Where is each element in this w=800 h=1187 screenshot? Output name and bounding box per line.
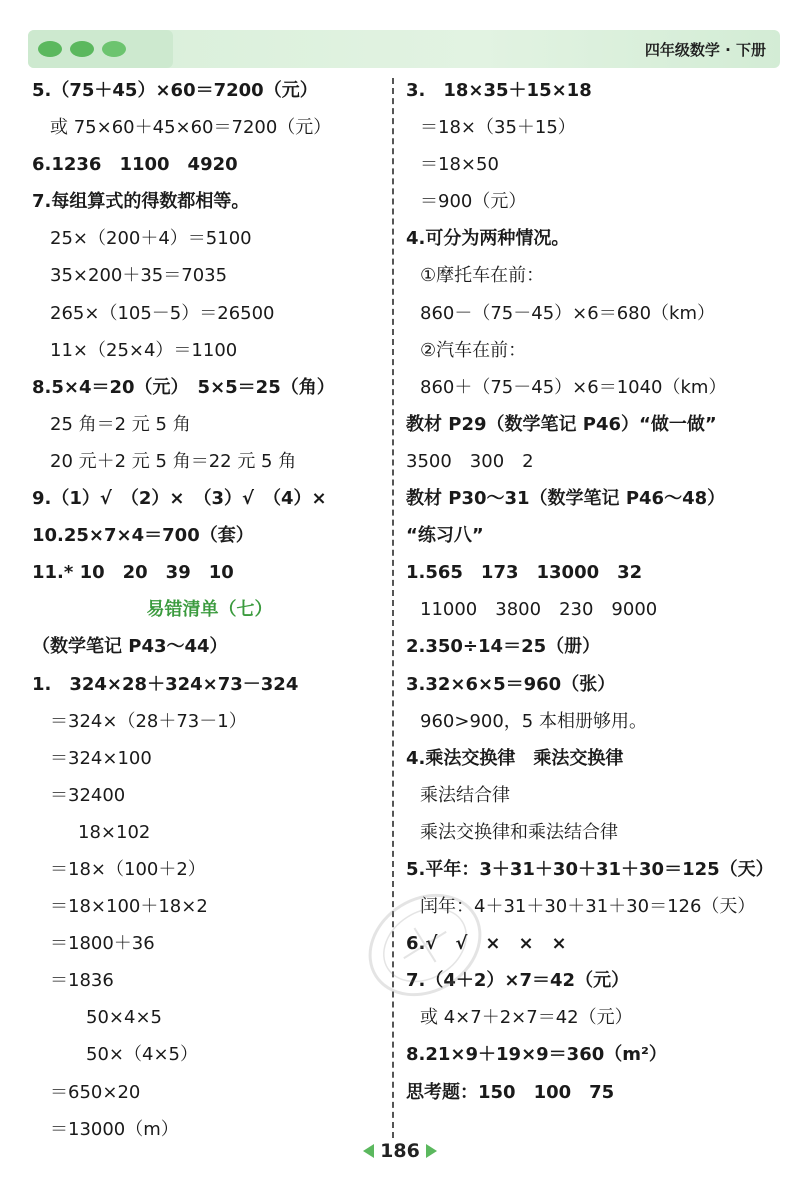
answer-line: ＝32400 [50, 784, 126, 806]
answer-line: 960>900，5 本相册够用。 [420, 710, 647, 732]
answer-line: 50×4×5 [86, 1007, 162, 1029]
answer-line: ＝324×（28＋73－1） [50, 710, 247, 732]
answer-line: 1.565 173 13000 32 [406, 562, 643, 584]
answer-line: 3500 300 2 [406, 450, 534, 472]
answer-line: ＝18×100＋18×2 [50, 896, 208, 918]
section-source: 教材 P29（数学笔记 P46）“做一做” [406, 413, 717, 435]
answer-line: 1. 324×28＋324×73－324 [32, 673, 299, 695]
section-source: （数学笔记 P43～44） [32, 636, 228, 658]
answer-line: 5.平年：3＋31＋30＋31＋30＝125（天） [406, 858, 774, 880]
answer-line: 50×（4×5） [86, 1044, 198, 1066]
page-footer [0, 1140, 800, 1170]
answer-line: 乘法结合律 [420, 784, 510, 806]
answer-line: 8.21×9＋19×9＝360（m²） [406, 1044, 667, 1066]
answer-line: 2.350÷14＝25（册） [406, 636, 601, 658]
answer-line: 18×102 [78, 821, 151, 843]
answer-line: 4.乘法交换律 乘法交换律 [406, 747, 624, 769]
header-dots-panel [28, 30, 173, 68]
section-source: 教材 P30～31（数学笔记 P46～48） [406, 488, 726, 510]
triangle-right-icon [426, 1144, 437, 1158]
answer-line: 闰年：4＋31＋30＋31＋30＝126（天） [420, 896, 756, 918]
section-source: “练习八” [406, 525, 484, 547]
answer-line: 25×（200＋4）＝5100 [50, 228, 252, 250]
answer-line: 11×（25×4）＝1100 [50, 339, 238, 361]
answer-line: ＝1800＋36 [50, 933, 155, 955]
answer-line: 20 元＋2 元 5 角＝22 元 5 角 [50, 450, 297, 472]
answer-line: 11000 3800 230 9000 [420, 599, 658, 621]
answer-line: 860－（75－45）×6＝680（km） [420, 302, 716, 324]
answer-line: ＝18×（100＋2） [50, 858, 206, 880]
answer-line: 6.√ √ × × × [406, 933, 567, 955]
section-heading: 易错清单（七） [146, 599, 273, 621]
answer-line: 9.（1）√ （2）× （3）√ （4）× [32, 488, 327, 510]
answer-line: ②汽车在前： [420, 339, 527, 361]
page-number: 186 [380, 1140, 420, 1162]
answer-line: 或 75×60＋45×60＝7200（元） [50, 117, 332, 139]
answer-line: 乘法交换律和乘法结合律 [420, 821, 618, 843]
answer-line: 思考题：150 100 75 [406, 1081, 615, 1103]
answer-line: ＝1836 [50, 970, 114, 992]
answer-line: 860＋（75－45）×6＝1040（km） [420, 376, 727, 398]
answer-line: ＝18×（35＋15） [420, 117, 576, 139]
answer-line: 3.32×6×5＝960（张） [406, 673, 616, 695]
answer-line: ＝13000（m） [50, 1118, 179, 1140]
answer-line: ＝650×20 [50, 1081, 141, 1103]
green-dot-icon [102, 41, 126, 57]
answer-line: ＝324×100 [50, 747, 152, 769]
green-dot-icon [70, 41, 94, 57]
answer-line: 25 角＝2 元 5 角 [50, 413, 191, 435]
left-column [32, 72, 387, 1148]
answer-line: 8.5×4＝20（元） 5×5＝25（角） [32, 376, 335, 398]
triangle-left-icon [363, 1144, 374, 1158]
answer-line: 3. 18×35＋15×18 [406, 80, 592, 101]
answer-line: 35×200＋35＝7035 [50, 265, 228, 287]
header-title: 四年级数学 · 下册 [644, 41, 766, 59]
answer-line: 4.可分为两种情况。 [406, 228, 570, 250]
page-header [28, 30, 780, 68]
answer-line: 7.（4＋2）×7＝42（元） [406, 970, 630, 992]
answer-line: 265×（105－5）＝26500 [50, 302, 275, 324]
answer-line: 或 4×7＋2×7＝42（元） [420, 1007, 633, 1029]
answer-line: ①摩托车在前： [420, 265, 545, 287]
answer-line: 5.（75＋45）×60＝7200（元） [32, 80, 318, 101]
answer-line: ＝900（元） [420, 191, 527, 213]
answer-line: 11.* 10 20 39 10 [32, 562, 234, 584]
answer-line: 6.1236 1100 4920 [32, 154, 238, 176]
green-dot-icon [38, 41, 62, 57]
answer-line: ＝18×50 [420, 154, 499, 176]
answer-line: 7.每组算式的得数都相等。 [32, 191, 250, 213]
answer-line: 10.25×7×4＝700（套） [32, 525, 254, 547]
